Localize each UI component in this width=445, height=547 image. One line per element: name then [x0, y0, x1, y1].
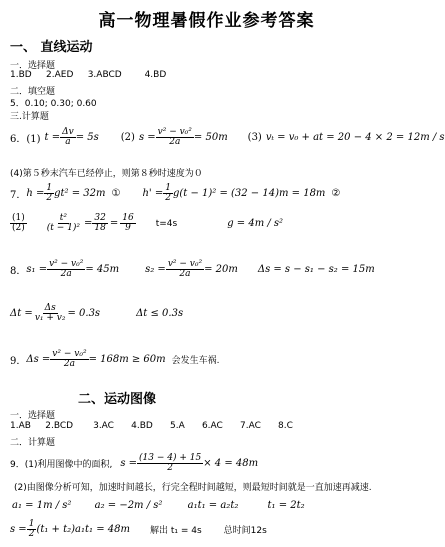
q8-dt-line — [10, 304, 183, 323]
q7-g-result: g = 4m / s² — [227, 218, 284, 229]
q8-s1-lhs: s₁ = — [26, 264, 48, 275]
s2-q9-line2: (2)由图像分析可知，加速时间越长，行完全程时间越短，则最短时间就是一直加速再减速. — [14, 483, 372, 493]
q8-s1-fraction: $\frac{\text{v² − v₀²}}{2a}$ — [49, 259, 84, 279]
s1-calc-label: 三.计算题 — [10, 112, 49, 122]
s2-choice-answers — [10, 421, 293, 431]
section-2-heading: 二、运动图像 — [78, 392, 157, 407]
q7-ratio-eq1: = — [84, 218, 93, 229]
q8-s2-rhs: = 20m — [204, 264, 238, 275]
q7-line — [10, 184, 340, 203]
q6-p2-rhs: = 50m — [193, 132, 228, 143]
q6-p1-lhs: t = — [44, 132, 61, 143]
q7-eq1-rhs: gt² = 32m — [54, 188, 106, 199]
q9-line — [10, 350, 220, 369]
answer-item: 4.BD — [144, 70, 167, 80]
answer-item: 5.A — [170, 421, 185, 431]
q7-mark-2: ② — [331, 188, 341, 199]
q7-eq2-rhs: g(t − 1)² = (32 − 14)m = 18m — [172, 188, 326, 199]
q9-number: 9． — [10, 356, 27, 367]
q7-ratio-fraction-3: $\frac{16}{9}$ — [122, 213, 134, 233]
q7-ratio-eq2: = — [109, 218, 119, 229]
s2-q9-eq3-lhs: s = — [10, 524, 27, 535]
s2-q9-a4: t₁ = 2t₂ — [267, 500, 305, 511]
q8-line — [10, 260, 375, 279]
s2-q9-line1 — [10, 454, 258, 473]
answer-item: 8.C — [278, 421, 293, 431]
q7-ratio-fraction: $\frac{\text{t²}}{\text{(t − 1)²}}$ — [46, 213, 80, 233]
q7-eq1-fraction: $\frac{1}{2}$ — [46, 183, 53, 203]
s1-fill-label: 二．填空题 — [10, 87, 56, 97]
answer-item: 6.AC — [201, 421, 223, 431]
q8-ds: Δs = s − s₁ − s₂ = 15m — [257, 264, 375, 275]
q7-mark-1: ① — [111, 188, 121, 199]
q6-p1-fraction: $\frac{\Delta v}{a}$ — [62, 127, 74, 147]
answer-item: 2.BCD — [45, 421, 74, 431]
answer-item: 4.BD — [131, 421, 153, 431]
q7-t-result: t=4s — [155, 218, 178, 229]
s1-choice-answers — [10, 70, 166, 80]
s2-choice-label: 一．选择题 — [10, 411, 56, 421]
q7-number: 7． — [10, 190, 27, 201]
q9-rhs: = 168m ≥ 60m — [88, 354, 166, 365]
q6-p3: vₜ = v₀ + at = 20 − 4 × 2 = 12m / s — [265, 132, 445, 143]
s2-q9-total: 总时间12s — [223, 526, 267, 536]
s2-q9-a3: a₁t₁ = a₂t₂ — [187, 500, 239, 511]
q9-fraction: $\frac{\text{v² − v₀²}}{2a}$ — [52, 349, 87, 369]
answer-item: 1.AB — [10, 421, 31, 431]
s2-q9-solve: 解出 t₁ = 4s — [149, 526, 202, 536]
s2-q9-eq1-lhs: s = — [120, 458, 138, 469]
s2-calc-label: 二．计算题 — [10, 438, 56, 448]
answer-item: 3.AC — [93, 421, 114, 431]
q7-eq2-lhs: h' = — [142, 188, 164, 199]
s2-q9-eq1-rhs: × 4 = 48m — [203, 458, 259, 469]
s2-q9-line4 — [10, 520, 267, 539]
q8-dt2: Δt ≤ 0.3s — [136, 308, 184, 319]
q6-p1-rhs: = 5s — [75, 132, 99, 143]
q6-p3-label: (3) — [247, 132, 262, 143]
q8-dt-rhs: = 0.3s — [67, 308, 101, 319]
q7-eq1-lhs: h = — [26, 188, 45, 199]
answer-item: 1.BD — [10, 70, 32, 80]
s2-q9-eq1-fraction: $\frac{(13 - 4) + 15}{2}$ — [139, 453, 202, 473]
answer-item: 7.AC — [239, 421, 261, 431]
q8-s2-fraction: $\frac{\text{v² − v₀²}}{2a}$ — [167, 259, 203, 279]
q7-eq2-fraction: $\frac{1}{2}$ — [165, 183, 171, 203]
s2-q9-intro: 9．(1)利用图像中的面积, — [10, 460, 113, 470]
q8-s2-lhs: s₂ = — [145, 264, 166, 275]
q8-s1-rhs: = 45m — [85, 264, 120, 275]
q8-dt-fraction: $\frac{\Delta s}{\text{v₁ + v₂}}$ — [34, 303, 66, 323]
q6-p2-fraction: $\frac{\text{v² − v₀²}}{2a}$ — [157, 127, 192, 147]
q6-line — [10, 128, 445, 147]
s2-q9-a2: a₂ = −2m / s² — [94, 500, 163, 511]
s1-fill-answer: 5．0.10; 0.30; 0.60 — [10, 99, 97, 109]
s2-q9-accel-line — [12, 500, 305, 511]
section-1-heading: 一、 直线运动 — [10, 40, 93, 55]
q7-ratio-line — [10, 214, 283, 233]
q7-ratio-labels: $\frac{(1)}{(2)}$ — [12, 213, 25, 233]
q6-p2-label: (2) — [120, 132, 135, 143]
q9-lhs: Δs = — [26, 354, 51, 365]
q6-p2-lhs: s = — [138, 132, 156, 143]
page-title: 高一物理暑假作业参考答案 — [98, 11, 315, 31]
q8-number: 8． — [10, 266, 27, 277]
s2-q9-a1: a₁ = 1m / s² — [12, 500, 72, 511]
s1-choice-label: 一．选择题 — [10, 61, 56, 71]
q8-dt-lhs: Δt = — [10, 308, 33, 319]
q9-note: 会发生车祸. — [171, 356, 220, 366]
q6-number: 6．(1) — [10, 134, 41, 145]
q7-ratio-fraction-2: $\frac{32}{18}$ — [94, 213, 106, 233]
answer-item: 3.ABCD — [87, 70, 122, 80]
q6-p4: (4)第５秒末汽车已经停止，则第８秒时速度为０ — [10, 169, 203, 179]
s2-q9-eq3-fraction: $\frac{1}{2}$ — [28, 519, 35, 539]
answer-item: 2.AED — [46, 70, 74, 80]
s2-q9-eq3-rhs: (t₁ + t₂)a₁t₁ = 48m — [36, 524, 130, 535]
